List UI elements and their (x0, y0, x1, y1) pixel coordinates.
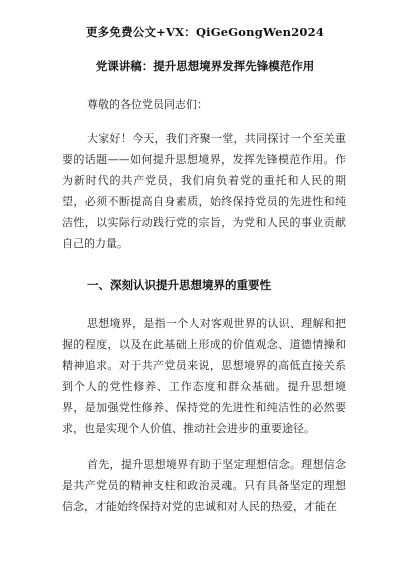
section-heading: 一、深刻认识提升思想境界的重要性 (87, 278, 271, 292)
paragraph-definition: 思想境界，是指一个人对客观世界的认识、理解和把握的程度，以及在此基础上形成的价值观念、道德情操和精神追求。对于共产党员来说，思想境界的高低直接关系到个人的党性修养、工作态度和群众基础。提升思想境界，是加强党性修养、保持党的先进性和纯洁性的必然要求，也是实现个人价值、推动社会进步的重要途径。 (62, 317, 346, 435)
paragraph-first-point: 首先，提升思想境界有助于坚定理想信念。理想信念是共产党员的精神支柱和政治灵魂。只有具备坚定的理想信念，才能始终保持对党的忠诚和对人民的热爱，才能在 (62, 458, 346, 513)
document-title: 党课讲稿：提升思想境界发挥先锋模范作用 (95, 59, 315, 73)
salutation: 尊敬的各位党员同志们： (87, 98, 208, 111)
header-watermark-line: 更多免费公文+VX：QiGeGongWen2024 (85, 25, 325, 39)
paragraph-opening: 大家好！今天，我们齐聚一堂，共同探讨一个至关重要的话题——如何提升思想境界，发挥先锋模范作用。作为新时代的共产党员，我们肩负着党的重托和人民的期望，必须不断提高自身素质，始终保持党员的先进性和纯洁性，以实际行动践行党的宗旨，为党和人民的事业贡献自己的力量。 (62, 132, 346, 250)
